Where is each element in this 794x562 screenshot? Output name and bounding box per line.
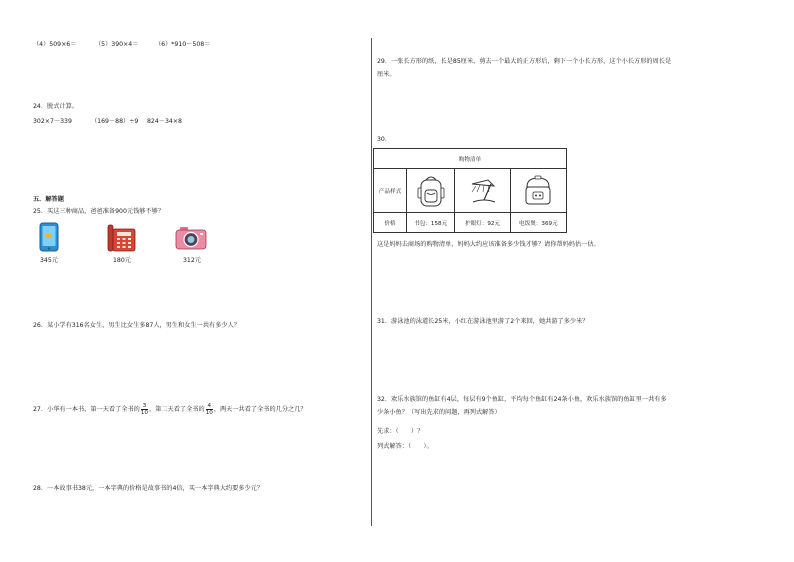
q32-line-1: 32．欢乐水族馆的鱼缸有4层，每层有9个鱼缸，平均每个鱼缸有24条小鱼，欢乐水族馆的鱼缸里一共有多 (377, 396, 667, 403)
fraction-numerator: 3 (142, 402, 147, 409)
row-label-style: 产品样式 (374, 169, 407, 213)
q30-number: 30． (377, 136, 392, 143)
q29-line-1: 29．一张长方形的纸，长是85厘米，剪去一个最大的正方形后，剩下一个小长方形，这个小长方形的周长是 (377, 58, 672, 65)
price-backpack: 书包：158元 (407, 213, 455, 233)
q26-text: 26．某小学有316名女生，男生比女生多87人，男生和女生一共有多少人？ (33, 322, 240, 329)
fraction-denominator: 10 (140, 409, 148, 416)
desk-lamp-cell (455, 169, 510, 213)
q24-expr-3: 824－34×8 (147, 118, 182, 125)
calc-6: （6）*910－508＝ (155, 41, 211, 48)
q27-text (33, 402, 307, 418)
q25-price-3: 312元 (183, 257, 201, 264)
fraction-4-10 (206, 403, 213, 416)
column-divider (371, 38, 372, 526)
fraction-numerator: 4 (207, 402, 212, 409)
q27-part-b: ，第二天看了全书的 (149, 406, 205, 413)
calc-4: （4）509×6＝ (33, 41, 77, 48)
q24-title: 24．脱式计算。 (33, 103, 78, 110)
rice-cooker-icon (511, 169, 566, 212)
phone-icon (38, 222, 60, 256)
q32-line-2: 少条小鱼？（写出先求的问题，再列式解答） (377, 409, 501, 416)
q32-equation: 列式解答：（ ）。 (377, 443, 433, 450)
q24-expr-1: 302×7－339 (33, 118, 72, 125)
q24-expr-2: （169－88）÷9 (91, 118, 139, 125)
q25-price-2: 180元 (113, 257, 131, 264)
shopping-list-table (373, 148, 567, 233)
q27-part-a: 27．小华有一本书，第一天看了全书的 (33, 406, 140, 413)
fraction-denominator: 10 (205, 409, 213, 416)
q28-text: 28．一本故事书38元，一本字典的价格是故事书的4倍，买一本字典大约要多少元？ (33, 485, 264, 492)
row-label-price: 价格 (374, 213, 407, 233)
desk-lamp-icon (455, 169, 509, 212)
q25-text: 25．买这三种商品，爸爸准备900元钱够不够？ (33, 208, 165, 215)
backpack-cell (407, 169, 455, 213)
fraction-3-10 (141, 403, 148, 416)
telephone-icon (104, 223, 138, 257)
camera-icon (174, 225, 208, 255)
q29-line-2: 厘米。 (377, 71, 396, 78)
q32-first-ask: 先求：（ ）？ (377, 428, 424, 435)
rice-cooker-cell (510, 169, 566, 213)
q30-text: 这是妈妈去商场的购物清单，妈妈大约应该准备多少钱才够？请你帮妈妈估一估。 (377, 241, 600, 248)
backpack-icon (407, 169, 454, 212)
q27-part-c: ，两天一共看了全书的几分之几？ (213, 406, 307, 413)
price-desk-lamp: 护眼灯：92元 (455, 213, 510, 233)
price-rice-cooker: 电饭煲：369元 (510, 213, 566, 233)
q25-price-1: 345元 (40, 257, 58, 264)
table-title: 购物清单 (374, 149, 567, 169)
calc-5: （5）390×4＝ (95, 41, 139, 48)
q31-text: 31．游泳池的泳道长25米，小红在游泳池里游了2个来回，她共游了多少米？ (377, 318, 589, 325)
section-5-heading: 五．解答题 (33, 196, 64, 203)
